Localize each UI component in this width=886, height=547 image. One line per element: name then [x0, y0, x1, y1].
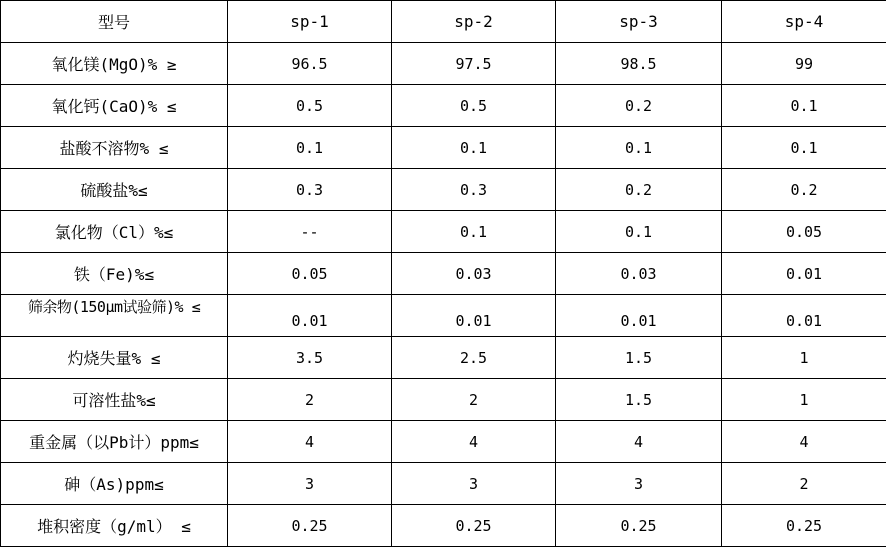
value-cell: 0.05 [228, 253, 392, 295]
spec-row [1, 169, 886, 211]
value-cell: 0.2 [556, 85, 722, 127]
value-cell: 2 [392, 379, 556, 421]
value-cell: 3.5 [228, 337, 392, 379]
value-cell: 0.01 [722, 253, 886, 295]
value-cell: 4 [392, 421, 556, 463]
value-cell: 1 [722, 379, 886, 421]
row-label: 重金属（以Pb计）ppm≤ [1, 421, 228, 463]
row-label: 氧化钙(CaO)% ≤ [1, 85, 228, 127]
value-cell: 0.2 [722, 169, 886, 211]
value-cell: 1 [722, 337, 886, 379]
spec-row [1, 421, 886, 463]
value-cell: -- [228, 211, 392, 253]
row-label: 氯化物（Cl）%≤ [1, 211, 228, 253]
value-cell: 96.5 [228, 43, 392, 85]
row-label: 堆积密度（g/ml） ≤ [1, 505, 228, 547]
value-cell: 4 [228, 421, 392, 463]
header-cell-sp2: sp-2 [392, 1, 556, 43]
header-cell-model-label: 型号 [1, 1, 228, 43]
value-cell: 3 [228, 463, 392, 505]
header-cell-sp1: sp-1 [228, 1, 392, 43]
value-cell: 0.2 [556, 169, 722, 211]
row-label: 灼烧失量% ≤ [1, 337, 228, 379]
row-label: 铁（Fe)%≤ [1, 253, 228, 295]
value-cell: 0.1 [722, 85, 886, 127]
spec-row [1, 337, 886, 379]
row-label: 氧化镁(MgO)% ≥ [1, 43, 228, 85]
spec-row [1, 295, 886, 337]
value-cell: 0.25 [722, 505, 886, 547]
value-cell: 0.25 [392, 505, 556, 547]
row-label: 砷（As)ppm≤ [1, 463, 228, 505]
row-label: 筛余物(150μm试验筛)% ≤ [1, 295, 228, 337]
row-label: 硫酸盐%≤ [1, 169, 228, 211]
value-cell: 3 [556, 463, 722, 505]
value-cell: 0.01 [556, 295, 722, 337]
spec-row [1, 463, 886, 505]
value-cell: 0.1 [392, 211, 556, 253]
spec-row [1, 505, 886, 547]
value-cell: 0.05 [722, 211, 886, 253]
value-cell: 2 [228, 379, 392, 421]
row-label: 盐酸不溶物% ≤ [1, 127, 228, 169]
spec-row [1, 253, 886, 295]
spec-row [1, 85, 886, 127]
value-cell: 3 [392, 463, 556, 505]
value-cell: 0.5 [392, 85, 556, 127]
value-cell: 4 [722, 421, 886, 463]
value-cell: 0.1 [228, 127, 392, 169]
value-cell: 0.25 [556, 505, 722, 547]
spec-row [1, 211, 886, 253]
value-cell: 2 [722, 463, 886, 505]
value-cell: 0.01 [392, 295, 556, 337]
spec-row [1, 379, 886, 421]
value-cell: 2.5 [392, 337, 556, 379]
spec-row [1, 127, 886, 169]
value-cell: 0.3 [228, 169, 392, 211]
header-row [1, 1, 886, 43]
value-cell: 4 [556, 421, 722, 463]
row-label: 可溶性盐%≤ [1, 379, 228, 421]
value-cell: 1.5 [556, 379, 722, 421]
value-cell: 0.5 [228, 85, 392, 127]
value-cell: 0.1 [722, 127, 886, 169]
value-cell: 0.3 [392, 169, 556, 211]
value-cell: 0.01 [722, 295, 886, 337]
value-cell: 0.01 [228, 295, 392, 337]
value-cell: 0.25 [228, 505, 392, 547]
header-cell-sp3: sp-3 [556, 1, 722, 43]
spec-row [1, 43, 886, 85]
spec-table-body [1, 43, 886, 547]
value-cell: 97.5 [392, 43, 556, 85]
value-cell: 0.03 [392, 253, 556, 295]
value-cell: 98.5 [556, 43, 722, 85]
value-cell: 0.1 [556, 127, 722, 169]
value-cell: 0.1 [392, 127, 556, 169]
value-cell: 1.5 [556, 337, 722, 379]
value-cell: 99 [722, 43, 886, 85]
value-cell: 0.1 [556, 211, 722, 253]
value-cell: 0.03 [556, 253, 722, 295]
header-cell-sp4: sp-4 [722, 1, 886, 43]
